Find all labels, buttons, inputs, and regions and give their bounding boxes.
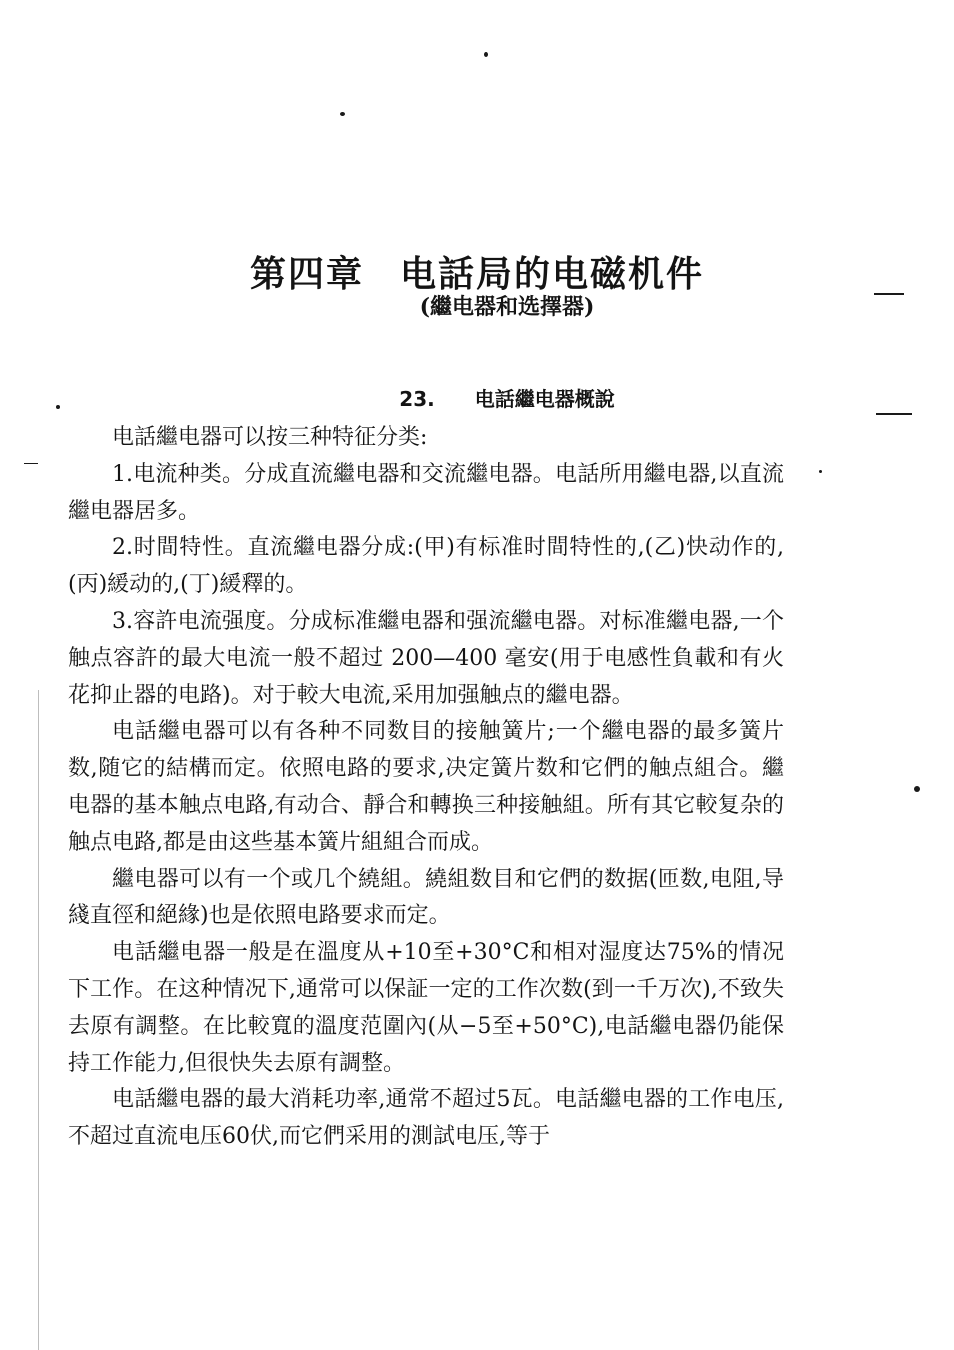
section-number: 23.	[399, 386, 435, 411]
paragraph: 繼电器可以有一个或几个繞組。繞組数目和它們的数据(匝数,电阻,导綫直徑和絕緣)也是依照电路要求而定。	[68, 866, 784, 929]
chapter-subtitle: (繼电器和选擇器)	[419, 294, 595, 320]
section-heading	[0, 383, 954, 412]
scan-speck	[484, 52, 488, 57]
body-text	[68, 420, 784, 1156]
chapter-title-text: 电話局的电磁机件	[400, 253, 705, 296]
section-title: 电話繼电器概說	[474, 386, 615, 411]
scan-speck	[340, 112, 345, 116]
chapter-number: 第四章	[249, 253, 364, 296]
paragraph: 电話繼电器可以按三种特征分类:	[112, 425, 428, 450]
paragraph: 1.电流种类。分成直流繼电器和交流繼电器。电話所用繼电器,以直流繼电器居多。	[68, 461, 784, 524]
scan-mark	[876, 413, 912, 415]
scan-speck	[914, 786, 920, 792]
paragraph: 3.容許电流强度。分成标准繼电器和强流繼电器。对标准繼电器,一个触点容許的最大电流一般不超过 200—400 毫安(用于电感性負載和有火花抑止器的电路)。对于較大电流,采用加强触点的繼电器。	[68, 608, 784, 708]
scan-speck	[819, 470, 822, 473]
page-edge-line	[38, 690, 39, 1350]
paragraph: 电話繼电器的最大消耗功率,通常不超过5瓦。电話繼电器的工作电压,不超过直流电压60伏,而它們采用的測試电压,等于	[68, 1087, 784, 1150]
scan-mark	[24, 463, 38, 464]
paragraph: 电話繼电器一般是在溫度从+10至+30°C和相对湿度达75%的情况下工作。在这种情况下,通常可以保証一定的工作次数(到一千万次),不致失去原有調整。在比較寬的溫度范圍內(从−5至+50°C),电話繼电器仍能保持工作能力,但很快失去原有調整。	[68, 940, 784, 1076]
paragraph: 电話繼电器可以有各种不同数目的接触簧片;一个繼电器的最多簧片数,随它的結構而定。依照电路的要求,决定簧片数和它們的触点組合。繼电器的基本触点电路,有动合、靜合和轉换三种接触組。所有其它較复杂的触点电路,都是由这些基本簧片組組合而成。	[68, 719, 784, 855]
paragraph: 2.时間特性。直流繼电器分成:(甲)有标准时間特性的,(乙)快动作的,(丙)緩动的,(丁)緩釋的。	[68, 535, 784, 598]
